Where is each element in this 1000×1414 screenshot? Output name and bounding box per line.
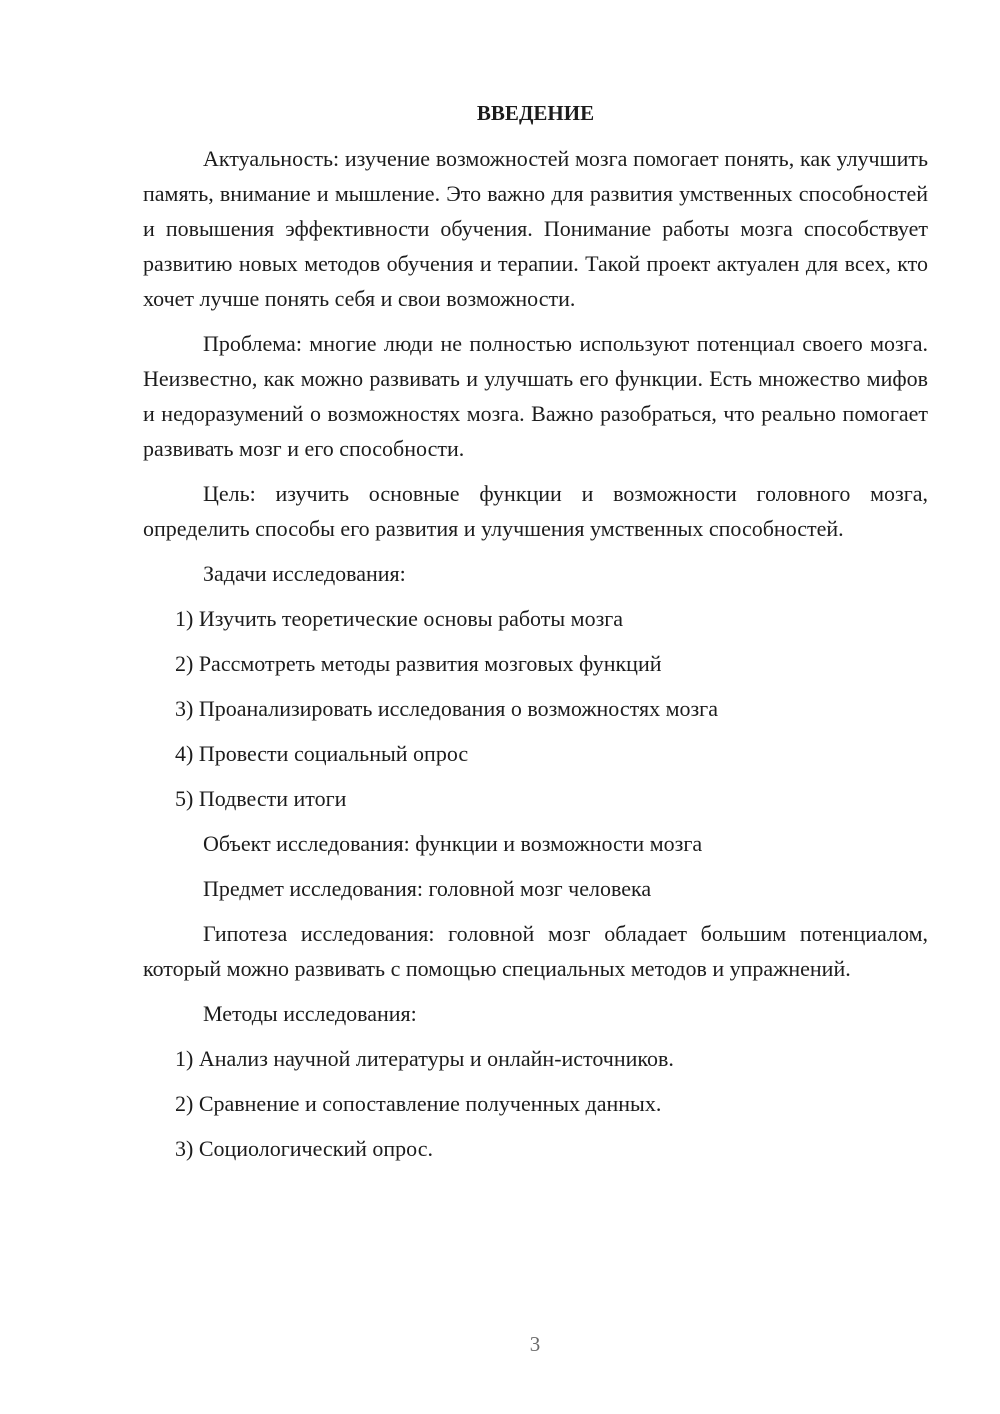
method-item: 3) Социологический опрос. xyxy=(175,1136,433,1161)
task-item: 5) Подвести итоги xyxy=(175,786,347,811)
problem-paragraph: Проблема: многие люди не полностью используют потенциал своего мозга. Неизвестно, как можно развивать и улучшать его функции. Есть множество мифов и недоразумений о возможностях мозга. Важно разобраться, что реально помогает развивать мозг и его способности. xyxy=(143,331,928,461)
document-page xyxy=(143,96,928,1176)
goal-paragraph: Цель: изучить основные функции и возможности головного мозга, определить способы его развития и улучшения умственных способностей. xyxy=(143,481,928,541)
section-heading: ВВЕДЕНИЕ xyxy=(476,101,595,125)
methods-label: Методы исследования: xyxy=(203,1001,417,1026)
method-item: 2) Сравнение и сопоставление полученных данных. xyxy=(175,1091,662,1116)
research-object: Объект исследования: функции и возможности мозга xyxy=(203,831,703,856)
method-item: 1) Анализ научной литературы и онлайн-источников. xyxy=(175,1046,674,1071)
methods-list xyxy=(143,1041,928,1166)
research-subject: Предмет исследования: головной мозг человека xyxy=(203,876,652,901)
task-item: 2) Рассмотреть методы развития мозговых функций xyxy=(175,651,662,676)
hypothesis-paragraph: Гипотеза исследования: головной мозг обладает большим потенциалом, который можно развивать с помощью специальных методов и упражнений. xyxy=(143,921,928,981)
tasks-list xyxy=(143,601,928,816)
task-item: 4) Провести социальный опрос xyxy=(175,741,469,766)
page-number: 3 xyxy=(529,1332,541,1356)
relevance-paragraph: Актуальность: изучение возможностей мозга помогает понять, как улучшить память, внимание и мышление. Это важно для развития умственных способностей и повышения эффективности обучения. Понимание работы мозга способствует развитию новых методов обучения и терапии. Такой проект актуален для всех, кто хочет лучше понять себя и свои возможности. xyxy=(143,146,928,311)
task-item: 1) Изучить теоретические основы работы мозга xyxy=(175,606,624,631)
tasks-label: Задачи исследования: xyxy=(203,561,406,586)
task-item: 3) Проанализировать исследования о возможностях мозга xyxy=(175,696,718,721)
